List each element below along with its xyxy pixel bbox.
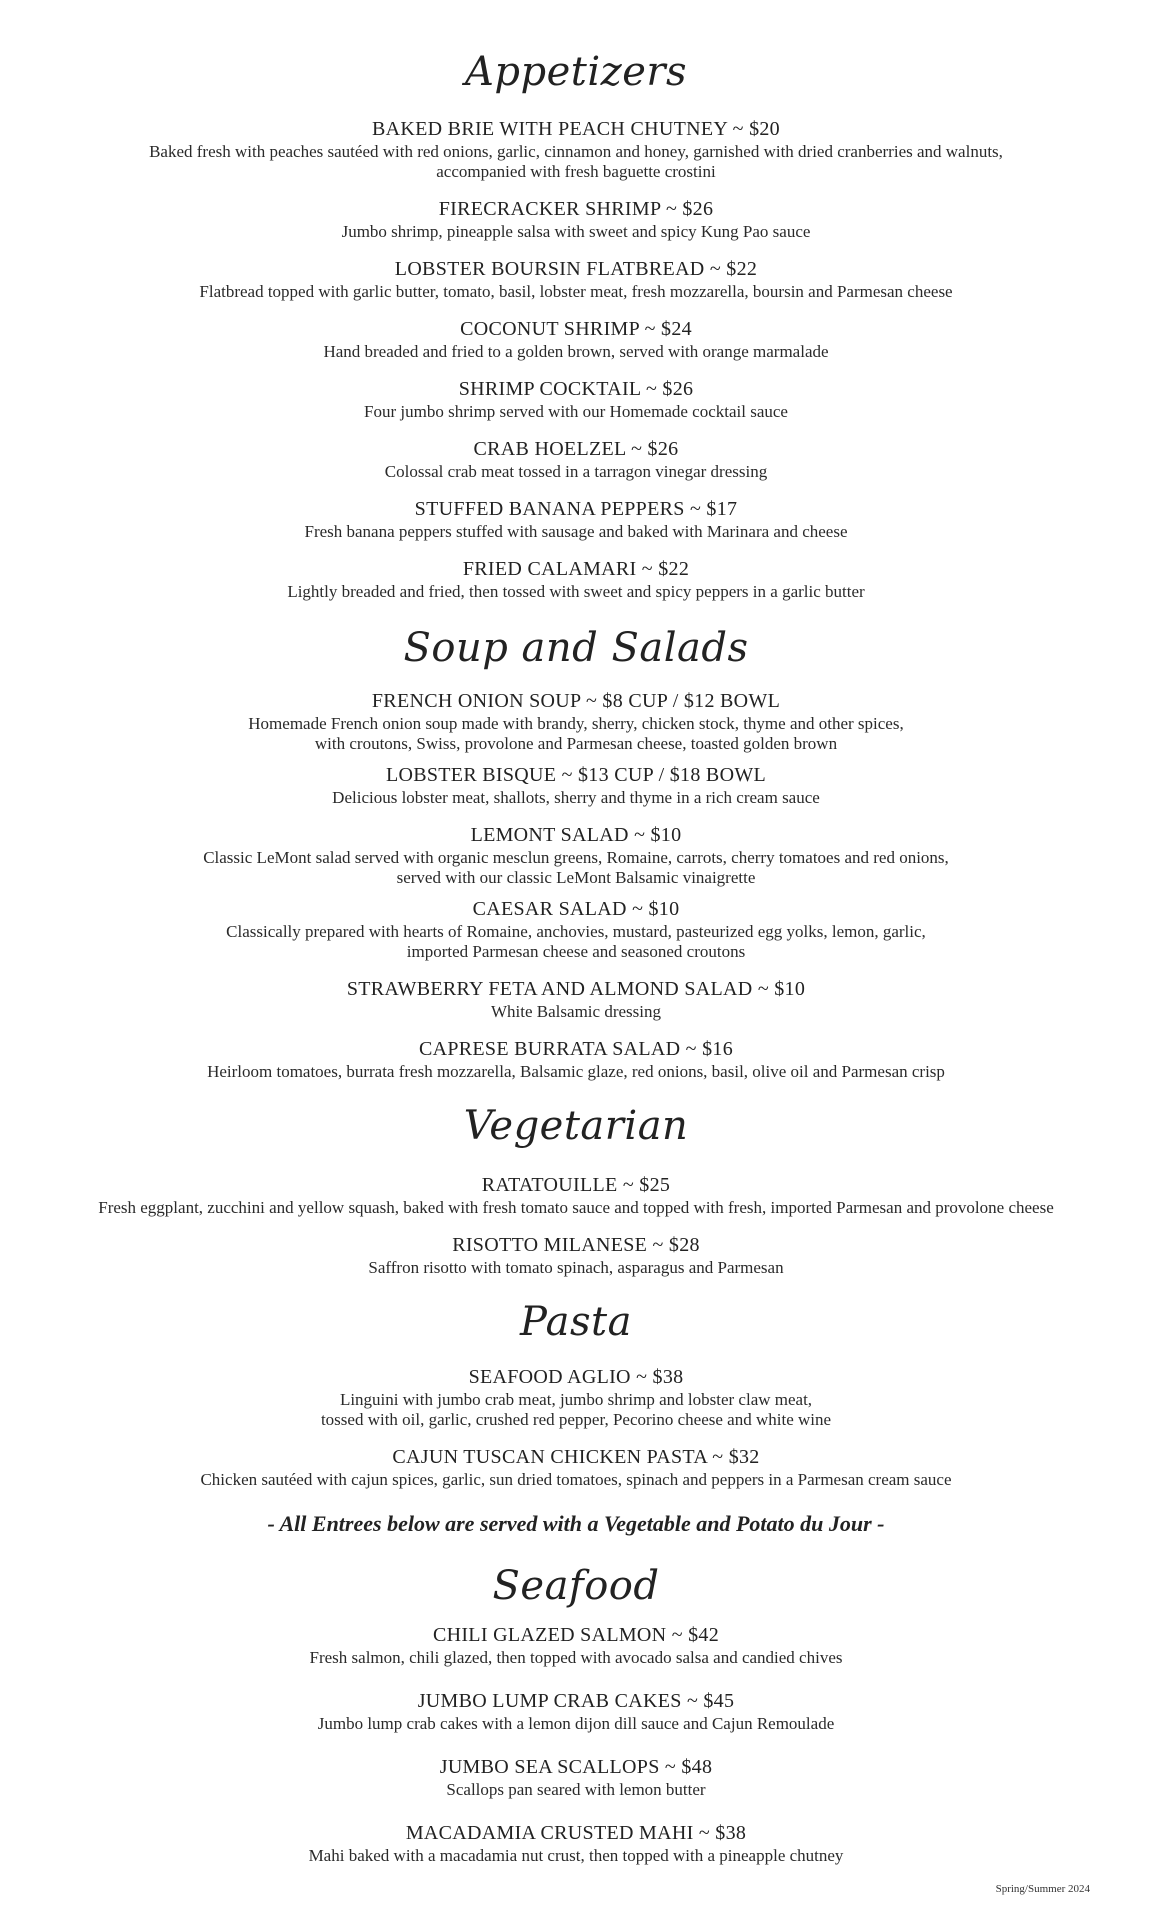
menu-item: [0, 496, 1152, 542]
menu-item: [0, 896, 1152, 962]
menu-item: [0, 1364, 1152, 1430]
menu-item: [0, 762, 1152, 808]
menu-item-title: LOBSTER BOURSIN FLATBREAD ~ $22: [394, 258, 758, 280]
menu-item-title: JUMBO SEA SCALLOPS ~ $48: [439, 1756, 713, 1778]
menu-item: [0, 1232, 1152, 1278]
menu-item-description: Linguini with jumbo crab meat, jumbo shrimp and lobster claw meat, tossed with oil, garlic, crushed red pepper, Pecorino cheese and white wine: [320, 1390, 832, 1429]
section-heading-seafood: Seafood: [492, 1563, 660, 1609]
menu-item: [0, 116, 1152, 182]
menu-item: [0, 1754, 1152, 1800]
menu-item-title: RATATOUILLE ~ $25: [481, 1174, 671, 1196]
menu-item-description: Fresh salmon, chili glazed, then topped with avocado salsa and candied chives: [309, 1648, 843, 1667]
menu-item-description: Four jumbo shrimp served with our Homemade cocktail sauce: [364, 402, 788, 421]
menu-item-description: Chicken sautéed with cajun spices, garlic, sun dried tomatoes, spinach and peppers in a Parmesan cream sauce: [200, 1470, 952, 1489]
menu-item-description: Classically prepared with hearts of Romaine, anchovies, mustard, pasteurized egg yolks, lemon, garlic, imported Parmesan cheese and seasoned croutons: [226, 922, 926, 961]
menu-item-description: Flatbread topped with garlic butter, tomato, basil, lobster meat, fresh mozzarella, boursin and Parmesan cheese: [199, 282, 953, 301]
menu-item: [0, 376, 1152, 422]
section-heading-vegetarian: Vegetarian: [463, 1103, 689, 1149]
section-heading-soup-and-salads: Soup and Salads: [403, 625, 749, 671]
menu-item-title: LOBSTER BISQUE ~ $13 CUP / $18 BOWL: [385, 764, 767, 786]
menu-item: [0, 556, 1152, 602]
menu-item: [0, 1622, 1152, 1668]
section-heading-pasta: Pasta: [520, 1299, 632, 1345]
menu-item-description: Baked fresh with peaches sautéed with red onions, garlic, cinnamon and honey, garnished with dried cranberries and walnuts, accompanied with fresh baguette crostini: [149, 142, 1003, 181]
menu-item-title: FRENCH ONION SOUP ~ $8 CUP / $12 BOWL: [371, 690, 781, 712]
menu-item: [0, 822, 1152, 888]
menu-item-title: MACADAMIA CRUSTED MAHI ~ $38: [405, 1822, 747, 1844]
menu-item-description: Delicious lobster meat, shallots, sherry and thyme in a rich cream sauce: [332, 788, 820, 807]
menu-item-description: Homemade French onion soup made with brandy, sherry, chicken stock, thyme and other spices, with croutons, Swiss, provolone and Parmesan cheese, toasted golden brown: [248, 714, 904, 753]
menu-item-title: CAPRESE BURRATA SALAD ~ $16: [418, 1038, 734, 1060]
menu-item: [0, 436, 1152, 482]
menu-item-description: Lightly breaded and fried, then tossed with sweet and spicy peppers in a garlic butter: [287, 582, 865, 601]
section-heading-appetizers: Appetizers: [464, 49, 688, 95]
entree-note: - All Entrees below are served with a Vegetable and Potato du Jour -: [267, 1511, 885, 1536]
menu-item-title: CAJUN TUSCAN CHICKEN PASTA ~ $32: [392, 1446, 760, 1468]
menu-item-description: Jumbo shrimp, pineapple salsa with sweet and spicy Kung Pao sauce: [341, 222, 811, 241]
menu-item: [0, 1444, 1152, 1490]
menu-item-title: LEMONT SALAD ~ $10: [470, 824, 682, 846]
menu-item: [0, 316, 1152, 362]
menu-item-title: CRAB HOELZEL ~ $26: [473, 438, 679, 460]
menu-item-title: CAESAR SALAD ~ $10: [472, 898, 680, 920]
menu-item-title: FIRECRACKER SHRIMP ~ $26: [438, 198, 714, 220]
menu-item-description: Colossal crab meat tossed in a tarragon vinegar dressing: [384, 462, 768, 481]
menu-item-description: Fresh eggplant, zucchini and yellow squash, baked with fresh tomato sauce and topped with fresh, imported Parmesan and provolone cheese: [98, 1198, 1054, 1217]
menu-item-description: Hand breaded and fried to a golden brown, served with orange marmalade: [323, 342, 829, 361]
menu-item-title: STRAWBERRY FETA AND ALMOND SALAD ~ $10: [346, 978, 806, 1000]
menu-item-description: Mahi baked with a macadamia nut crust, then topped with a pineapple chutney: [308, 1846, 844, 1865]
menu-item: [0, 1172, 1152, 1218]
menu-item-title: RISOTTO MILANESE ~ $28: [452, 1234, 700, 1256]
menu-item-description: Jumbo lump crab cakes with a lemon dijon dill sauce and Cajun Remoulade: [317, 1714, 835, 1733]
menu-item: [0, 1820, 1152, 1866]
menu-item-title: COCONUT SHRIMP ~ $24: [460, 318, 692, 340]
menu-item-title: FRIED CALAMARI ~ $22: [462, 558, 690, 580]
menu-item-description: Scallops pan seared with lemon butter: [446, 1780, 706, 1799]
menu-item: [0, 196, 1152, 242]
menu-item-title: SEAFOOD AGLIO ~ $38: [468, 1366, 684, 1388]
menu-item: [0, 256, 1152, 302]
menu-item-description: Heirloom tomatoes, burrata fresh mozzarella, Balsamic glaze, red onions, basil, olive oil and Parmesan crisp: [207, 1062, 945, 1081]
menu-item-title: CHILI GLAZED SALMON ~ $42: [432, 1624, 720, 1646]
menu-item-title: BAKED BRIE WITH PEACH CHUTNEY ~ $20: [372, 118, 780, 140]
menu-item-title: STUFFED BANANA PEPPERS ~ $17: [414, 498, 738, 520]
menu-item-title: JUMBO LUMP CRAB CAKES ~ $45: [417, 1690, 735, 1712]
season-footer: Spring/Summer 2024: [995, 1883, 1090, 1895]
menu-item-description: Fresh banana peppers stuffed with sausage and baked with Marinara and cheese: [304, 522, 848, 541]
menu-item: [0, 1688, 1152, 1734]
menu-item: [0, 976, 1152, 1022]
menu-item-description: Classic LeMont salad served with organic mesclun greens, Romaine, carrots, cherry tomatoes and red onions, served with our classic LeMont Balsamic vinaigrette: [203, 848, 949, 887]
menu-item-description: Saffron risotto with tomato spinach, asparagus and Parmesan: [368, 1258, 784, 1277]
menu-item: [0, 1036, 1152, 1082]
menu-item-description: White Balsamic dressing: [491, 1002, 661, 1021]
menu-item: [0, 688, 1152, 754]
menu-item-title: SHRIMP COCKTAIL ~ $26: [458, 378, 694, 400]
